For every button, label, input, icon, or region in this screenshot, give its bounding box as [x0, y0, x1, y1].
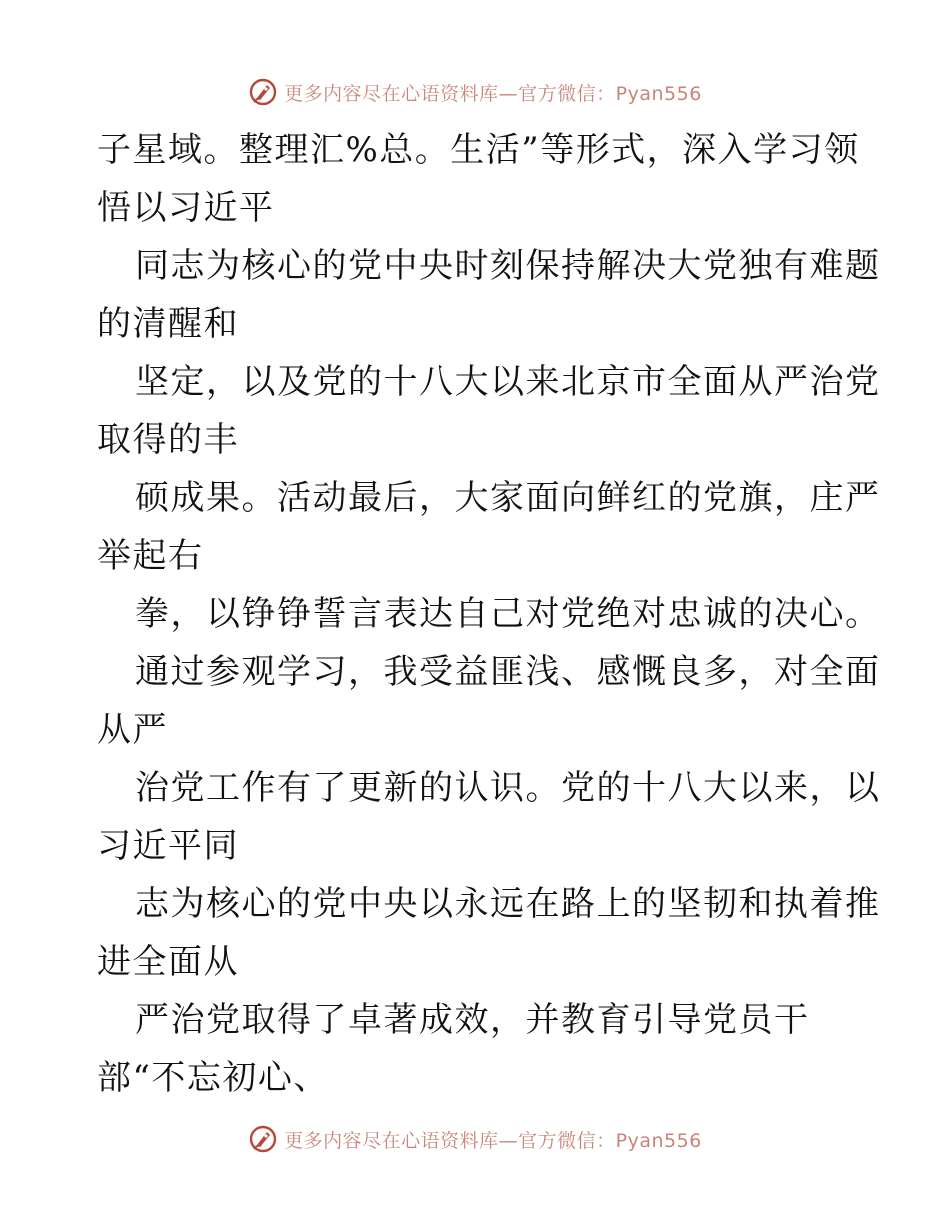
- text-line-5: 坚定，以及党的十八大以来北京市全面从严治党: [135, 362, 881, 402]
- text-line-15: 进全面从: [97, 942, 239, 982]
- header-brand: [248, 77, 702, 107]
- text-line-12: 治党工作有了更新的认识。党的十八大以来，以: [135, 768, 881, 808]
- text-line-2: 悟以习近平: [97, 188, 275, 228]
- text-line-10: 通过参观学习，我受益匪浅、感慨良多，对全面: [135, 652, 881, 692]
- text-line-6: 取得的丰: [97, 420, 239, 460]
- text-line-7: 硕成果。活动最后，大家面向鲜红的党旗，庄严: [135, 478, 881, 518]
- text-line-17: 部“不忘初心、: [97, 1058, 329, 1098]
- header-text: 更多内容尽在心语资料库—官方微信：Pyan556: [284, 82, 702, 105]
- page-header-banner: [0, 72, 950, 112]
- text-line-1: 子星域。整理汇%总。生活”等形式，深入学习领: [97, 130, 860, 170]
- document-body: [97, 121, 881, 1107]
- footer-text: 更多内容尽在心语资料库—官方微信：Pyan556: [284, 1129, 702, 1152]
- text-line-16: 严治党取得了卓著成效，并教育引导党员干: [135, 1000, 810, 1040]
- text-line-9: 拳，以铮铮誓言表达自己对党绝对忠诚的决心。: [135, 594, 881, 634]
- page-footer-banner: [0, 1119, 950, 1159]
- text-line-4: 的清醒和: [97, 304, 239, 344]
- text-line-8: 举起右: [97, 536, 204, 576]
- text-line-13: 习近平同: [97, 826, 239, 866]
- text-line-11: 从严: [97, 710, 168, 750]
- footer-brand: [248, 1124, 702, 1154]
- pen-nib-logo-icon: [248, 1124, 278, 1154]
- text-line-3: 同志为核心的党中央时刻保持解决大党独有难题: [135, 246, 881, 286]
- text-line-14: 志为核心的党中央以永远在路上的坚韧和执着推: [135, 884, 881, 924]
- pen-nib-logo-icon: [248, 77, 278, 107]
